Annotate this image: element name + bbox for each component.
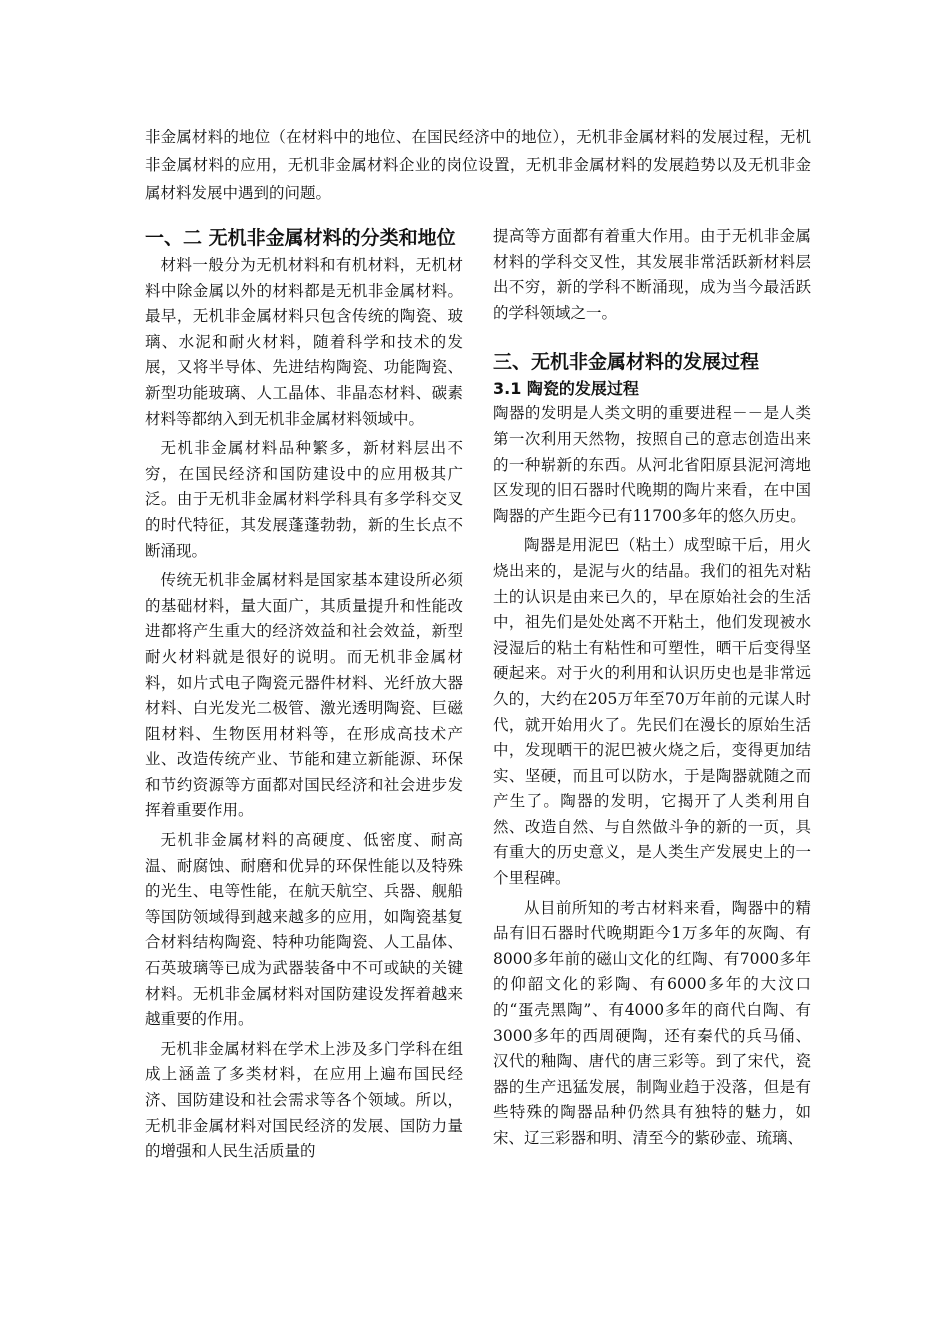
body-paragraph: 材料一般分为无机材料和有机材料，无机材料中除金属以外的材料都是无机非金属材料。最早，无机非金属材料只包含传统的陶瓷、玻璃、水泥和耐火材料，随着科学和技术的发展，又将半导体、先进结构陶瓷、功能陶瓷、新型功能玻璃、人工晶体、非晶态材料、碳素材料等都纳入到无机非金属材料领域中。 [145,256,463,428]
body-paragraph: 传统无机非金属材料是国家基本建设所必须的基础材料，量大面广，其质量提升和性能改进都将产生重大的经济效益和社会效益，新型耐火材料就是很好的说明。而无机非金属材料，如片式电子陶瓷元器件材料、光纤放大器材料、白光发光二极管、激光透明陶瓷、巨磁阻材料、生物医用材料等，在形成高技术产业、改造传统产业、节能和建立新能源、环保和节约资源等方面都对国民经济和社会进步发挥着重要作用。 [145,571,463,820]
body-paragraph: 无机非金属材料在学术上涉及多门学科在组成上涵盖了多类材料，在应用上遍布国民经济、国防建设和社会需求等各个领域。所以，无机非金属材料对国民经济的发展、国防力量的增强和人民生活质量的 [145,1039,463,1161]
subsection-heading-ceramics: 3.1 陶瓷的发展过程 [493,379,639,399]
intro-paragraph: 非金属材料的地位（在材料中的地位、在国民经济中的地位），无机非金属材料的发展过程，无机非金属材料的应用，无机非金属材料企业的岗位设置，无机非金属材料的发展趋势以及无机非金属材料发展中遇到的问题。 [145,128,811,202]
left-column [145,224,463,1169]
continuation-paragraph: 提高等方面都有着重大作用。由于无机非金属材料的学科交叉性，其发展非常活跃新材料层出不穷，新的学科不断涌现，成为当今最活跃的学科领域之一。 [493,227,811,322]
body-paragraph: 陶器是用泥巴（粘土）成型晾干后，用火烧出来的，是泥与火的结晶。我们的祖先对粘土的认识是由来已久的，早在原始社会的生活中，祖先们是处处离不开粘土，他们发现被水浸湿后的粘土有粘性和可塑性，晒干后变得坚硬起来。对于火的利用和认识历史也是非常远久的，大约在205万年至70万年前的元谋人时代，就开始用火了。先民们在漫长的原始生活中，发现晒干的泥巴被火烧之后，变得更加结实、坚硬，而且可以防水，于是陶器就随之而产生了。陶器的发明，它揭开了人类利用自然、改造自然、与自然做斗争的新的一页，具有重大的历史意义，是人类生产发展史上的一个里程碑。 [493,536,811,888]
right-column [493,224,811,1156]
section-heading-development: 三、无机非金属材料的发展过程 [493,351,760,374]
section-heading-classification: 一、二 无机非金属材料的分类和地位 [145,227,456,249]
body-paragraph: 无机非金属材料的高硬度、低密度、耐高温、耐腐蚀、耐磨和优异的环保性能以及特殊的光生、电等性能，在航天航空、兵器、舰船等国防领域得到越来越多的应用，如陶瓷基复合材料结构陶瓷、特种功能陶瓷、人工晶体、石英玻璃等已成为武器装备中不可或缺的关键材料。无机非金属材料对国防建设发挥着越来越重要的作用。 [145,831,463,1029]
body-paragraph: 从目前所知的考古材料来看，陶器中的精品有旧石器时代晚期距今1万多年的灰陶、有8000多年前的磁山文化的红陶、有7000多年的仰韶文化的彩陶、有6000多年的大汶口的“蛋壳黑陶”、有4000多年的商代白陶、有3000多年的西周硬陶，还有秦代的兵马俑、汉代的釉陶、唐代的唐三彩等。到了宋代，瓷器的生产迅猛发展，制陶业趋于没落，但是有些特殊的陶器品种仍然具有独特的魅力，如宋、辽三彩器和明、清至今的紫砂壶、琉璃、 [493,898,811,1147]
body-paragraph: 陶器的发明是人类文明的重要进程－－是人类第一次利用天然物，按照自己的意志创造出来的一种崭新的东西。从河北省阳原县泥河湾地区发现的旧石器时代晚期的陶片来看，在中国陶器的产生距今已有11700多年的悠久历史。 [493,404,811,525]
body-paragraph: 无机非金属材料品种繁多，新材料层出不穷，在国民经济和国防建设中的应用极其广泛。由于无机非金属材料学科具有多学科交叉的时代特征，其发展蓬蓬勃勃，新的生长点不断涌现。 [145,439,463,560]
